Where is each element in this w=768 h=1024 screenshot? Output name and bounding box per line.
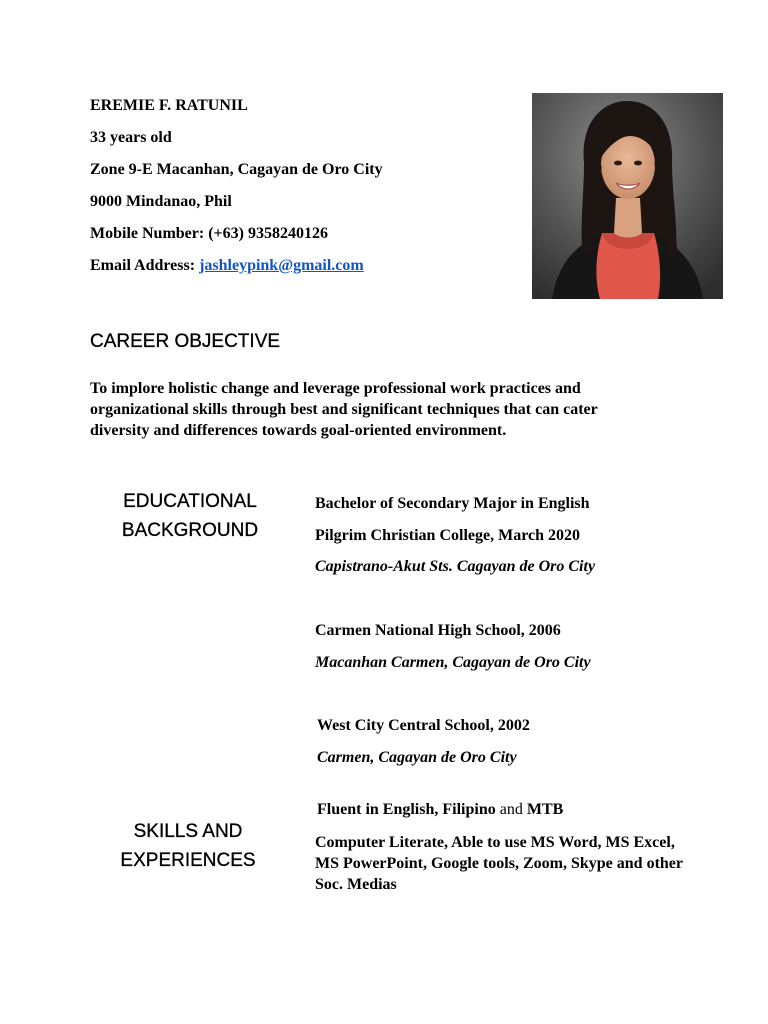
- education-entry-1-school: Pilgrim Christian College, March 2020: [315, 527, 580, 544]
- education-entry-1-degree: Bachelor of Secondary Major in English: [315, 495, 590, 512]
- skills-heading: [98, 817, 278, 875]
- profile-photo: [532, 93, 723, 299]
- address-line-1: Zone 9-E Macanhan, Cagayan de Oro City: [90, 161, 383, 178]
- skill-languages-conjunction: and: [499, 801, 523, 818]
- skill-computer-literacy: Computer Literate, Able to use MS Word, MS Excel, MS PowerPoint, Google tools, Zoom, Skype and other Soc. Medias: [315, 834, 683, 893]
- skill-languages-extra: MTB: [526, 801, 564, 818]
- career-objective-text: To implore holistic change and leverage professional work practices and organizational skills through best and significant techniques that can cater diversity and differences towards goal-oriented environment.: [90, 380, 598, 439]
- applicant-name: EREMIE F. RATUNIL: [90, 97, 248, 114]
- mobile-number: Mobile Number: (+63) 9358240126: [90, 225, 328, 242]
- skills-heading-line-2: EXPERIENCES: [120, 850, 256, 871]
- skill-languages-main: Fluent in English, Filipino: [317, 801, 496, 818]
- skill-languages: [317, 800, 563, 820]
- skills-heading-line-1: SKILLS AND: [133, 821, 243, 842]
- education-entry-3-location: Carmen, Cagayan de Oro City: [317, 749, 517, 766]
- email-label: Email Address:: [90, 257, 196, 274]
- education-heading-line-2: BACKGROUND: [121, 520, 259, 541]
- email-row: [90, 256, 364, 276]
- education-entry-1-location: Capistrano-Akut Sts. Cagayan de Oro City: [315, 558, 596, 575]
- education-entry-2-location: Macanhan Carmen, Cagayan de Oro City: [315, 654, 591, 671]
- career-objective-heading: CAREER OBJECTIVE: [90, 331, 281, 352]
- applicant-age: 33 years old: [90, 129, 172, 146]
- education-heading-line-1: EDUCATIONAL: [123, 491, 257, 512]
- address-line-2: 9000 Mindanao, Phil: [90, 193, 232, 210]
- education-heading: [100, 487, 280, 545]
- education-entry-2-school: Carmen National High School, 2006: [315, 622, 561, 639]
- education-entry-3-school: West City Central School, 2002: [317, 717, 530, 734]
- email-link[interactable]: jashleypink@gmail.com: [199, 257, 364, 274]
